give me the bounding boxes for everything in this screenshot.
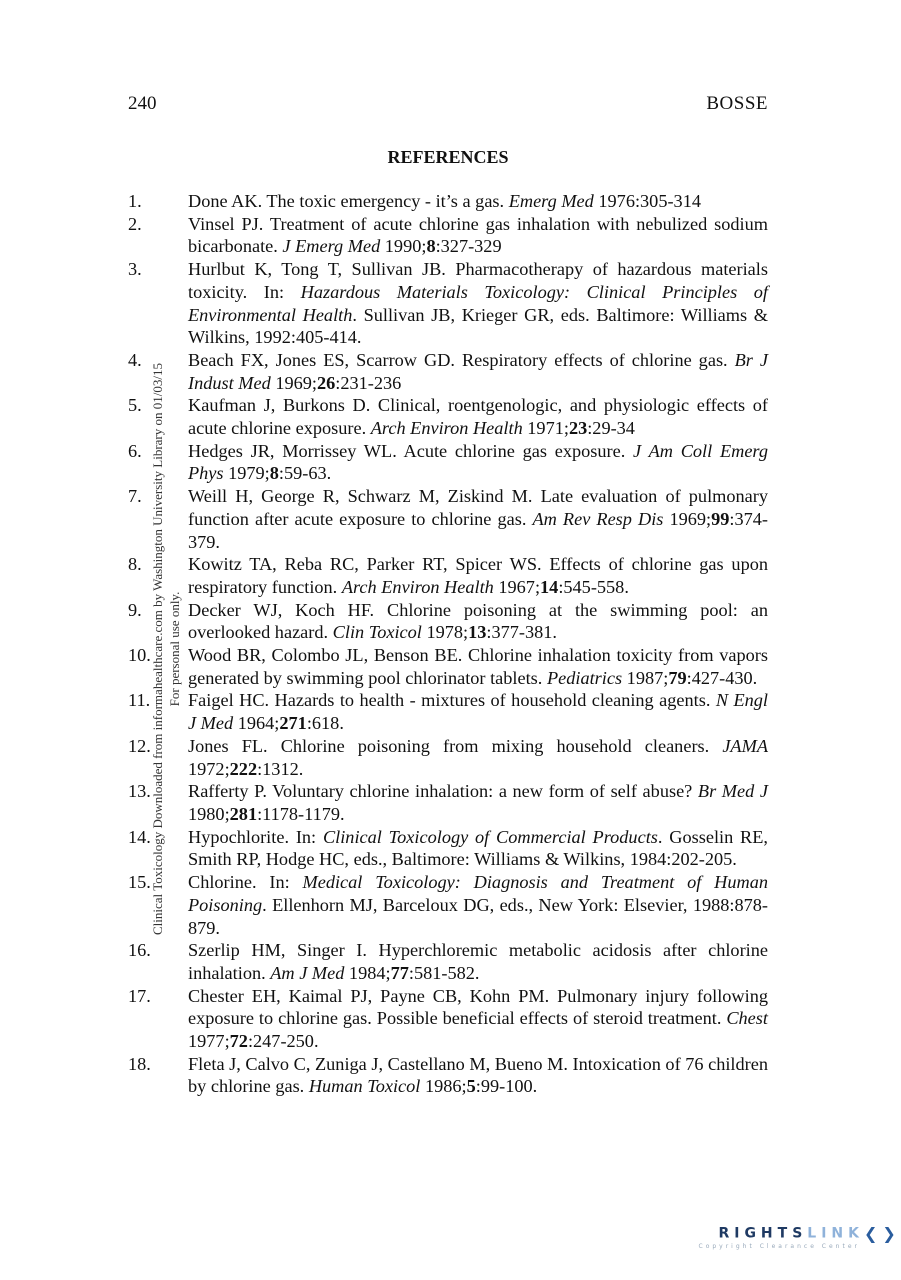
citation-volume: 8 (269, 463, 279, 484)
watermark-line-2: For personal use only. (167, 591, 182, 707)
reference-item (128, 689, 768, 734)
citation-text: 1969; (270, 372, 317, 393)
reference-citation (188, 485, 768, 553)
reference-number: 9. (128, 599, 142, 620)
citation-text: 1978; (421, 622, 469, 643)
citation-journal: Clinical Toxicology of Commercial Products (322, 826, 658, 847)
download-watermark (149, 312, 185, 986)
rightslink-logo[interactable] (668, 1224, 901, 1264)
citation-journal: Am Rev Resp Dis (532, 508, 664, 529)
reference-item (128, 985, 768, 1053)
citation-text: Kowitz TA, Reba RC, Parker RT, Spicer WS. Effects of chlorine gas upon respiratory function. (188, 554, 768, 597)
citation-volume: 13 (468, 622, 487, 643)
reference-citation (188, 190, 768, 213)
reference-number: 4. (128, 349, 142, 370)
citation-text: :581-582. (408, 962, 480, 983)
reference-citation (188, 780, 768, 825)
reference-citation (188, 939, 768, 984)
reference-item (128, 826, 768, 871)
reference-number: 1. (128, 191, 142, 211)
citation-text: Hypochlorite. In: (188, 826, 323, 847)
citation-text: Vinsel PJ. Treatment of acute chlorine gas inhalation with nebulized sodium bicarbonate. (188, 213, 768, 257)
reference-number: 14. (128, 826, 151, 847)
reference-citation (188, 258, 768, 349)
citation-text: . Sullivan JB, Krieger GR, eds. Baltimore: Williams & Wilkins, 1992:405-414. (188, 304, 768, 348)
citation-volume: 5 (466, 1076, 476, 1097)
reference-citation (188, 440, 768, 485)
reference-number: 18. (128, 1053, 151, 1074)
citation-text: 1980; (188, 803, 230, 824)
citation-text: :618. (306, 713, 344, 734)
citation-text: Szerlip HM, Singer I. Hyperchloremic metabolic acidosis after chlorine inhalation. (188, 940, 768, 983)
citation-text: 1969; (663, 508, 712, 529)
references-heading: REFERENCES (387, 147, 509, 167)
reference-number: 5. (128, 395, 142, 416)
citation-text: :427-430. (686, 667, 758, 688)
reference-item (128, 599, 768, 644)
reference-citation (188, 599, 768, 644)
reference-item (128, 939, 768, 984)
reference-item (128, 349, 768, 394)
logo-rights-text: RIGHTS (718, 1225, 808, 1242)
citation-text: Faigel HC. Hazards to health - mixtures of household cleaning agents. (188, 690, 716, 711)
citation-volume: 26 (316, 372, 336, 393)
citation-journal: Pediatrics (546, 667, 623, 688)
citation-text: Done AK. The toxic emergency - it’s a gas. (188, 191, 509, 211)
citation-text: . Ellenhorn MJ, Barceloux DG, eds., New York: Elsevier, 1988:878-879. (188, 894, 768, 938)
reference-item (128, 644, 768, 689)
citation-volume: 23 (568, 418, 588, 439)
citation-volume: 281 (229, 803, 258, 824)
reference-number: 17. (128, 985, 151, 1006)
citation-volume: 77 (390, 962, 409, 983)
logo-subtitle: Copyright Clearance Center (698, 1243, 860, 1250)
citation-journal: Chest (726, 1008, 768, 1029)
citation-volume: 72 (229, 1031, 248, 1052)
reference-item (128, 213, 768, 258)
citation-volume: 222 (229, 758, 258, 779)
citation-journal: J Am Coll Emerg Phys (188, 440, 769, 484)
reference-item (128, 735, 768, 780)
citation-text: :374-379. (188, 508, 768, 552)
reference-citation (188, 871, 768, 939)
citation-text: :1312. (257, 758, 304, 779)
reference-number: 13. (128, 781, 151, 802)
citation-text: 1990; (380, 236, 427, 257)
reference-citation (188, 735, 768, 780)
reference-number: 15. (128, 872, 151, 893)
citation-journal: Human Toxicol (308, 1076, 421, 1097)
reference-citation (188, 213, 768, 258)
citation-volume: 99 (711, 508, 730, 529)
reference-item (128, 190, 768, 213)
reference-item (128, 780, 768, 825)
citation-text: Hurlbut K, Tong T, Sullivan JB. Pharmacotherapy of hazardous materials toxicity. In: (188, 259, 768, 302)
citation-volume: 271 (279, 713, 307, 734)
reference-citation (188, 689, 768, 734)
reference-number: 11. (128, 690, 151, 711)
citation-text: Chlorine. In: (188, 872, 303, 893)
reference-number: 12. (128, 735, 151, 756)
citation-text: 1977; (188, 1031, 230, 1052)
citation-text: 1986; (420, 1076, 467, 1097)
link-chain-icon: ❮❯ (864, 1224, 901, 1243)
citation-journal: Arch Environ Health (370, 418, 523, 439)
citation-text: :247-250. (247, 1031, 319, 1052)
citation-text: :327-329 (435, 236, 502, 257)
reference-item (128, 553, 768, 598)
reference-citation (188, 985, 768, 1053)
citation-text: 1979; (223, 463, 270, 484)
citation-text: . Gosselin RE, Smith RP, Hodge HC, eds., Baltimore: Williams & Wilkins, 1984:202-205. (188, 826, 768, 870)
citation-text: :377-381. (486, 622, 557, 643)
citation-journal: Br Med J (697, 781, 768, 802)
reference-number: 7. (128, 486, 142, 507)
reference-number: 3. (128, 259, 142, 280)
citation-journal: Medical Toxicology: Diagnosis and Treatment of Human Poisoning (188, 872, 768, 915)
citation-text: :1178-1179. (257, 803, 345, 824)
citation-text: Wood BR, Colombo JL, Benson BE. Chlorine inhalation toxicity from vapors generated by swimming pool chlorinator tablets. (188, 645, 768, 688)
citation-volume: 79 (668, 667, 687, 688)
citation-text: 1976:305-314 (593, 191, 701, 211)
citation-text: :99-100. (475, 1076, 538, 1097)
reference-item (128, 485, 768, 553)
reference-citation (188, 553, 768, 598)
reference-citation (188, 826, 768, 871)
citation-journal: Br J Indust Med (188, 349, 769, 393)
citation-text: 1967; (493, 576, 541, 597)
citation-journal: JAMA (722, 735, 768, 756)
reference-citation (188, 394, 768, 439)
citation-volume: 14 (540, 576, 559, 597)
citation-text: Chester EH, Kaimal PJ, Payne CB, Kohn PM. Pulmonary injury following exposure to chlorine gas. Possible beneficial effects of steroid treatment. (188, 985, 768, 1029)
reference-citation (188, 1053, 768, 1098)
reference-item (128, 258, 768, 349)
citation-text: 1987; (622, 667, 669, 688)
running-head: BOSSE (706, 93, 768, 114)
reference-list (128, 190, 768, 1098)
rightslink-wordmark (668, 1224, 901, 1243)
citation-journal: Clin Toxicol (332, 622, 422, 643)
citation-text: 1971; (522, 418, 569, 439)
reference-number: 2. (128, 213, 142, 234)
citation-text: Beach FX, Jones ES, Scarrow GD. Respiratory effects of chlorine gas. (188, 349, 735, 370)
citation-text: Fleta J, Calvo C, Zuniga J, Castellano M, Bueno M. Intoxication of 76 children by chlorine gas. (188, 1053, 768, 1097)
reference-number: 10. (128, 645, 151, 666)
reference-number: 8. (128, 554, 142, 575)
reference-item (128, 871, 768, 939)
citation-text: 1984; (344, 962, 391, 983)
citation-journal: Hazardous Materials Toxicology: Clinical Principles of Environmental Health (188, 281, 768, 325)
citation-text: Weill H, George R, Schwarz M, Ziskind M. Late evaluation of pulmonary function after acute exposure to chlorine gas. (188, 486, 768, 529)
citation-text: :59-63. (278, 463, 332, 484)
citation-text: :545-558. (558, 576, 629, 597)
reference-item (128, 394, 768, 439)
reference-citation (188, 644, 768, 689)
reference-number: 6. (128, 440, 142, 461)
citation-text: Kaufman J, Burkons D. Clinical, roentgenologic, and physiologic effects of acute chlorine exposure. (188, 395, 768, 439)
citation-journal: Arch Environ Health (341, 576, 494, 597)
citation-journal: N Engl J Med (188, 690, 768, 734)
citation-text: Hedges JR, Morrissey WL. Acute chlorine gas exposure. (188, 440, 634, 461)
citation-text: 1964; (233, 713, 280, 734)
citation-text: 1972; (188, 758, 230, 779)
citation-text: Jones FL. Chlorine poisoning from mixing household cleaners. (188, 735, 723, 756)
citation-text: :29-34 (587, 418, 635, 439)
citation-volume: 8 (426, 236, 436, 257)
citation-text: :231-236 (335, 372, 402, 393)
reference-item (128, 1053, 768, 1098)
reference-item (128, 440, 768, 485)
logo-link-text: LINK (807, 1225, 864, 1242)
reference-citation (188, 349, 768, 394)
citation-journal: Emerg Med (508, 191, 594, 211)
citation-text: Decker WJ, Koch HF. Chlorine poisoning at the swimming pool: an overlooked hazard. (188, 599, 768, 643)
citation-text: Rafferty P. Voluntary chlorine inhalation: a new form of self abuse? (188, 781, 698, 802)
page-number: 240 (128, 93, 157, 114)
reference-number: 16. (128, 940, 151, 961)
watermark-line-1: Clinical Toxicology Downloaded from informahealthcare.com by Washington University Library on 01/03/15 (150, 363, 165, 935)
citation-journal: J Emerg Med (282, 236, 381, 257)
citation-journal: Am J Med (270, 962, 345, 983)
